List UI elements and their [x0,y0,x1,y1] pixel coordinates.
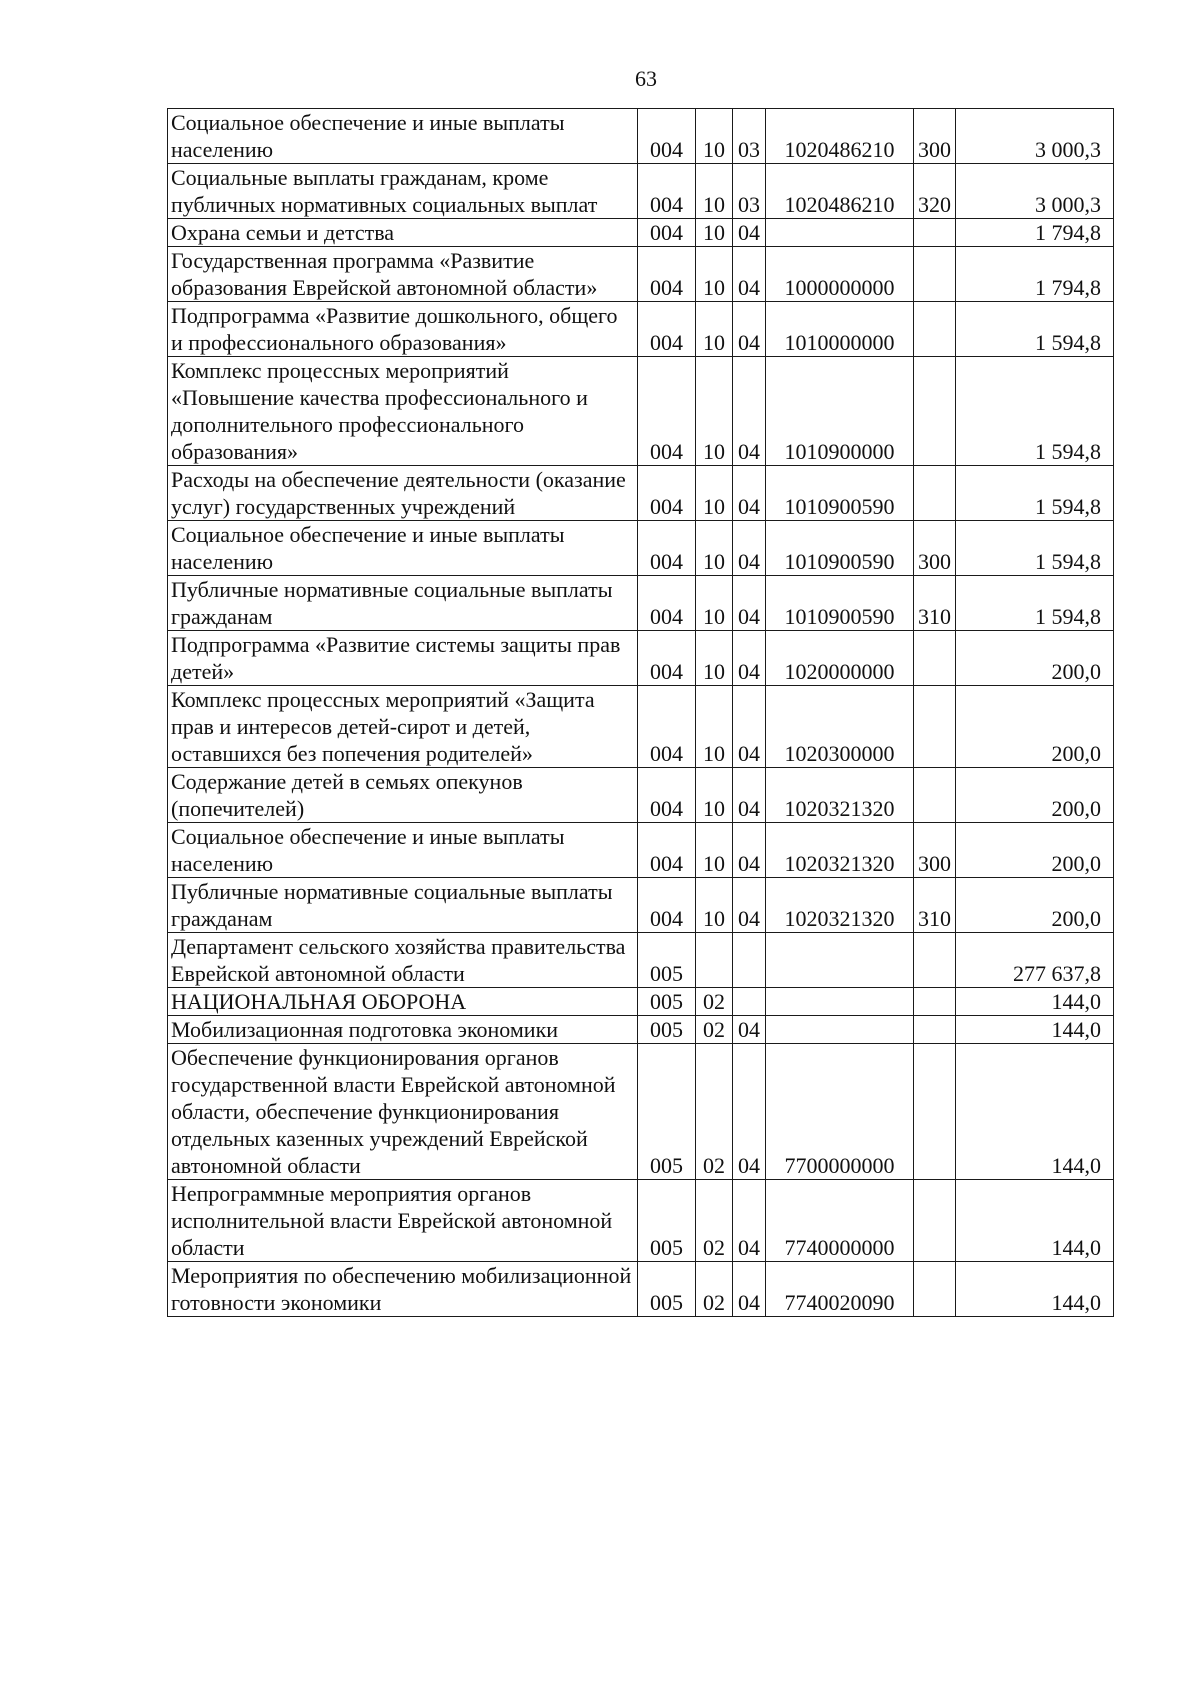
cell-name: Непрограммные мероприятия органов исполнительной власти Еврейской автономной области [168,1180,638,1262]
cell-name: Социальное обеспечение и иные выплаты населению [168,823,638,878]
cell-target-article: 1020300000 [766,686,914,768]
cell-name: Социальное обеспечение и иные выплаты населению [168,521,638,576]
table-row [168,1044,1114,1180]
cell-department-code: 004 [638,768,696,823]
cell-target-article [766,1016,914,1044]
cell-amount: 1 594,8 [956,357,1114,466]
cell-expense-type [914,1180,956,1262]
cell-subsection-code: 04 [733,823,766,878]
cell-name: Подпрограмма «Развитие системы защиты прав детей» [168,631,638,686]
cell-expense-type [914,988,956,1016]
table-row [168,933,1114,988]
cell-department-code: 004 [638,466,696,521]
cell-section-code: 02 [696,1016,733,1044]
table-row [168,466,1114,521]
cell-amount: 144,0 [956,1016,1114,1044]
cell-name: Охрана семьи и детства [168,219,638,247]
cell-expense-type [914,466,956,521]
cell-amount: 144,0 [956,1262,1114,1317]
table-row [168,1262,1114,1317]
cell-section-code: 10 [696,631,733,686]
cell-section-code: 10 [696,768,733,823]
cell-section-code: 10 [696,219,733,247]
cell-section-code: 02 [696,988,733,1016]
cell-department-code: 004 [638,631,696,686]
cell-amount: 3 000,3 [956,164,1114,219]
cell-department-code: 005 [638,1016,696,1044]
cell-target-article: 7740020090 [766,1262,914,1317]
cell-name: Государственная программа «Развитие образования Еврейской автономной области» [168,247,638,302]
cell-section-code: 02 [696,1044,733,1180]
cell-subsection-code [733,988,766,1016]
cell-target-article: 1020486210 [766,109,914,164]
cell-section-code: 10 [696,109,733,164]
cell-department-code: 005 [638,933,696,988]
cell-department-code: 004 [638,109,696,164]
cell-section-code [696,933,733,988]
cell-expense-type [914,768,956,823]
cell-expense-type: 300 [914,823,956,878]
cell-section-code: 10 [696,164,733,219]
cell-department-code: 004 [638,878,696,933]
cell-target-article: 7740000000 [766,1180,914,1262]
cell-subsection-code: 04 [733,576,766,631]
table-body [168,109,1114,1317]
cell-amount: 144,0 [956,1180,1114,1262]
budget-table [167,108,1114,1317]
cell-amount: 1 594,8 [956,521,1114,576]
cell-expense-type [914,1044,956,1180]
cell-name: Комплекс процессных мероприятий «Повышение качества профессионального и дополнительного профессионального образования» [168,357,638,466]
table-row [168,357,1114,466]
cell-subsection-code: 04 [733,878,766,933]
cell-subsection-code: 04 [733,219,766,247]
cell-subsection-code: 03 [733,109,766,164]
cell-department-code: 004 [638,247,696,302]
cell-expense-type: 310 [914,576,956,631]
cell-target-article: 1020321320 [766,878,914,933]
cell-expense-type [914,686,956,768]
table-row [168,878,1114,933]
cell-subsection-code: 03 [733,164,766,219]
cell-subsection-code: 04 [733,302,766,357]
cell-department-code: 005 [638,988,696,1016]
cell-expense-type: 320 [914,164,956,219]
cell-name: НАЦИОНАЛЬНАЯ ОБОРОНА [168,988,638,1016]
cell-department-code: 004 [638,686,696,768]
cell-target-article: 1020486210 [766,164,914,219]
cell-target-article: 1020321320 [766,823,914,878]
cell-target-article: 1010900590 [766,521,914,576]
cell-subsection-code: 04 [733,768,766,823]
cell-department-code: 004 [638,576,696,631]
cell-amount: 200,0 [956,768,1114,823]
cell-section-code: 10 [696,466,733,521]
cell-subsection-code: 04 [733,357,766,466]
cell-name: Департамент сельского хозяйства правительства Еврейской автономной области [168,933,638,988]
cell-target-article: 1000000000 [766,247,914,302]
cell-name: Расходы на обеспечение деятельности (оказание услуг) государственных учреждений [168,466,638,521]
table-row [168,631,1114,686]
cell-amount: 1 594,8 [956,302,1114,357]
cell-expense-type [914,1262,956,1317]
cell-target-article [766,219,914,247]
cell-amount: 200,0 [956,686,1114,768]
cell-amount: 1 594,8 [956,466,1114,521]
cell-amount: 1 794,8 [956,219,1114,247]
table-row [168,247,1114,302]
table-row [168,576,1114,631]
cell-subsection-code: 04 [733,1262,766,1317]
cell-subsection-code: 04 [733,466,766,521]
cell-department-code: 004 [638,302,696,357]
table-row [168,823,1114,878]
cell-target-article: 1010000000 [766,302,914,357]
table-row [168,1016,1114,1044]
table-row [168,219,1114,247]
cell-section-code: 10 [696,247,733,302]
cell-name: Социальные выплаты гражданам, кроме публичных нормативных социальных выплат [168,164,638,219]
cell-section-code: 02 [696,1262,733,1317]
cell-expense-type: 300 [914,109,956,164]
cell-department-code: 004 [638,357,696,466]
table-row [168,686,1114,768]
cell-expense-type [914,357,956,466]
cell-expense-type [914,631,956,686]
table-row [168,988,1114,1016]
cell-expense-type [914,219,956,247]
cell-target-article: 1020000000 [766,631,914,686]
page-number: 63 [635,66,657,91]
table-row [168,1180,1114,1262]
cell-target-article [766,933,914,988]
cell-expense-type: 300 [914,521,956,576]
cell-name: Публичные нормативные социальные выплаты гражданам [168,878,638,933]
table-row [168,109,1114,164]
table-row [168,302,1114,357]
cell-amount: 200,0 [956,878,1114,933]
cell-department-code: 004 [638,521,696,576]
cell-department-code: 005 [638,1262,696,1317]
cell-section-code: 10 [696,576,733,631]
cell-name: Мероприятия по обеспечению мобилизационной готовности экономики [168,1262,638,1317]
cell-section-code: 10 [696,823,733,878]
cell-amount: 144,0 [956,988,1114,1016]
cell-amount: 277 637,8 [956,933,1114,988]
cell-department-code: 004 [638,823,696,878]
cell-subsection-code [733,933,766,988]
cell-name: Мобилизационная подготовка экономики [168,1016,638,1044]
cell-expense-type [914,1016,956,1044]
cell-amount: 200,0 [956,823,1114,878]
cell-amount: 1 794,8 [956,247,1114,302]
cell-expense-type [914,247,956,302]
cell-subsection-code: 04 [733,1180,766,1262]
cell-amount: 1 594,8 [956,576,1114,631]
cell-subsection-code: 04 [733,247,766,302]
cell-target-article [766,988,914,1016]
cell-amount: 3 000,3 [956,109,1114,164]
cell-target-article: 1010900590 [766,576,914,631]
cell-section-code: 10 [696,878,733,933]
table-row [168,521,1114,576]
cell-department-code: 004 [638,164,696,219]
cell-name: Публичные нормативные социальные выплаты гражданам [168,576,638,631]
table-row [168,768,1114,823]
cell-department-code: 004 [638,219,696,247]
cell-subsection-code: 04 [733,686,766,768]
cell-name: Комплекс процессных мероприятий «Защита прав и интересов детей-сирот и детей, оставшихся без попечения родителей» [168,686,638,768]
cell-subsection-code: 04 [733,1044,766,1180]
cell-name: Содержание детей в семьях опекунов (попечителей) [168,768,638,823]
cell-subsection-code: 04 [733,521,766,576]
cell-target-article: 1010900590 [766,466,914,521]
cell-target-article: 1010900000 [766,357,914,466]
cell-section-code: 10 [696,521,733,576]
cell-expense-type: 310 [914,878,956,933]
cell-department-code: 005 [638,1180,696,1262]
cell-department-code: 005 [638,1044,696,1180]
cell-target-article: 7700000000 [766,1044,914,1180]
cell-name: Обеспечение функционирования органов государственной власти Еврейской автономной области, обеспечение функционирования отдельных казенных учреждений Еврейской автономной области [168,1044,638,1180]
cell-subsection-code: 04 [733,1016,766,1044]
cell-subsection-code: 04 [733,631,766,686]
cell-name: Подпрограмма «Развитие дошкольного, общего и профессионального образования» [168,302,638,357]
cell-target-article: 1020321320 [766,768,914,823]
cell-amount: 200,0 [956,631,1114,686]
cell-expense-type [914,302,956,357]
cell-amount: 144,0 [956,1044,1114,1180]
cell-name: Социальное обеспечение и иные выплаты населению [168,109,638,164]
cell-section-code: 02 [696,1180,733,1262]
cell-section-code: 10 [696,357,733,466]
cell-section-code: 10 [696,686,733,768]
cell-expense-type [914,933,956,988]
cell-section-code: 10 [696,302,733,357]
table-row [168,164,1114,219]
